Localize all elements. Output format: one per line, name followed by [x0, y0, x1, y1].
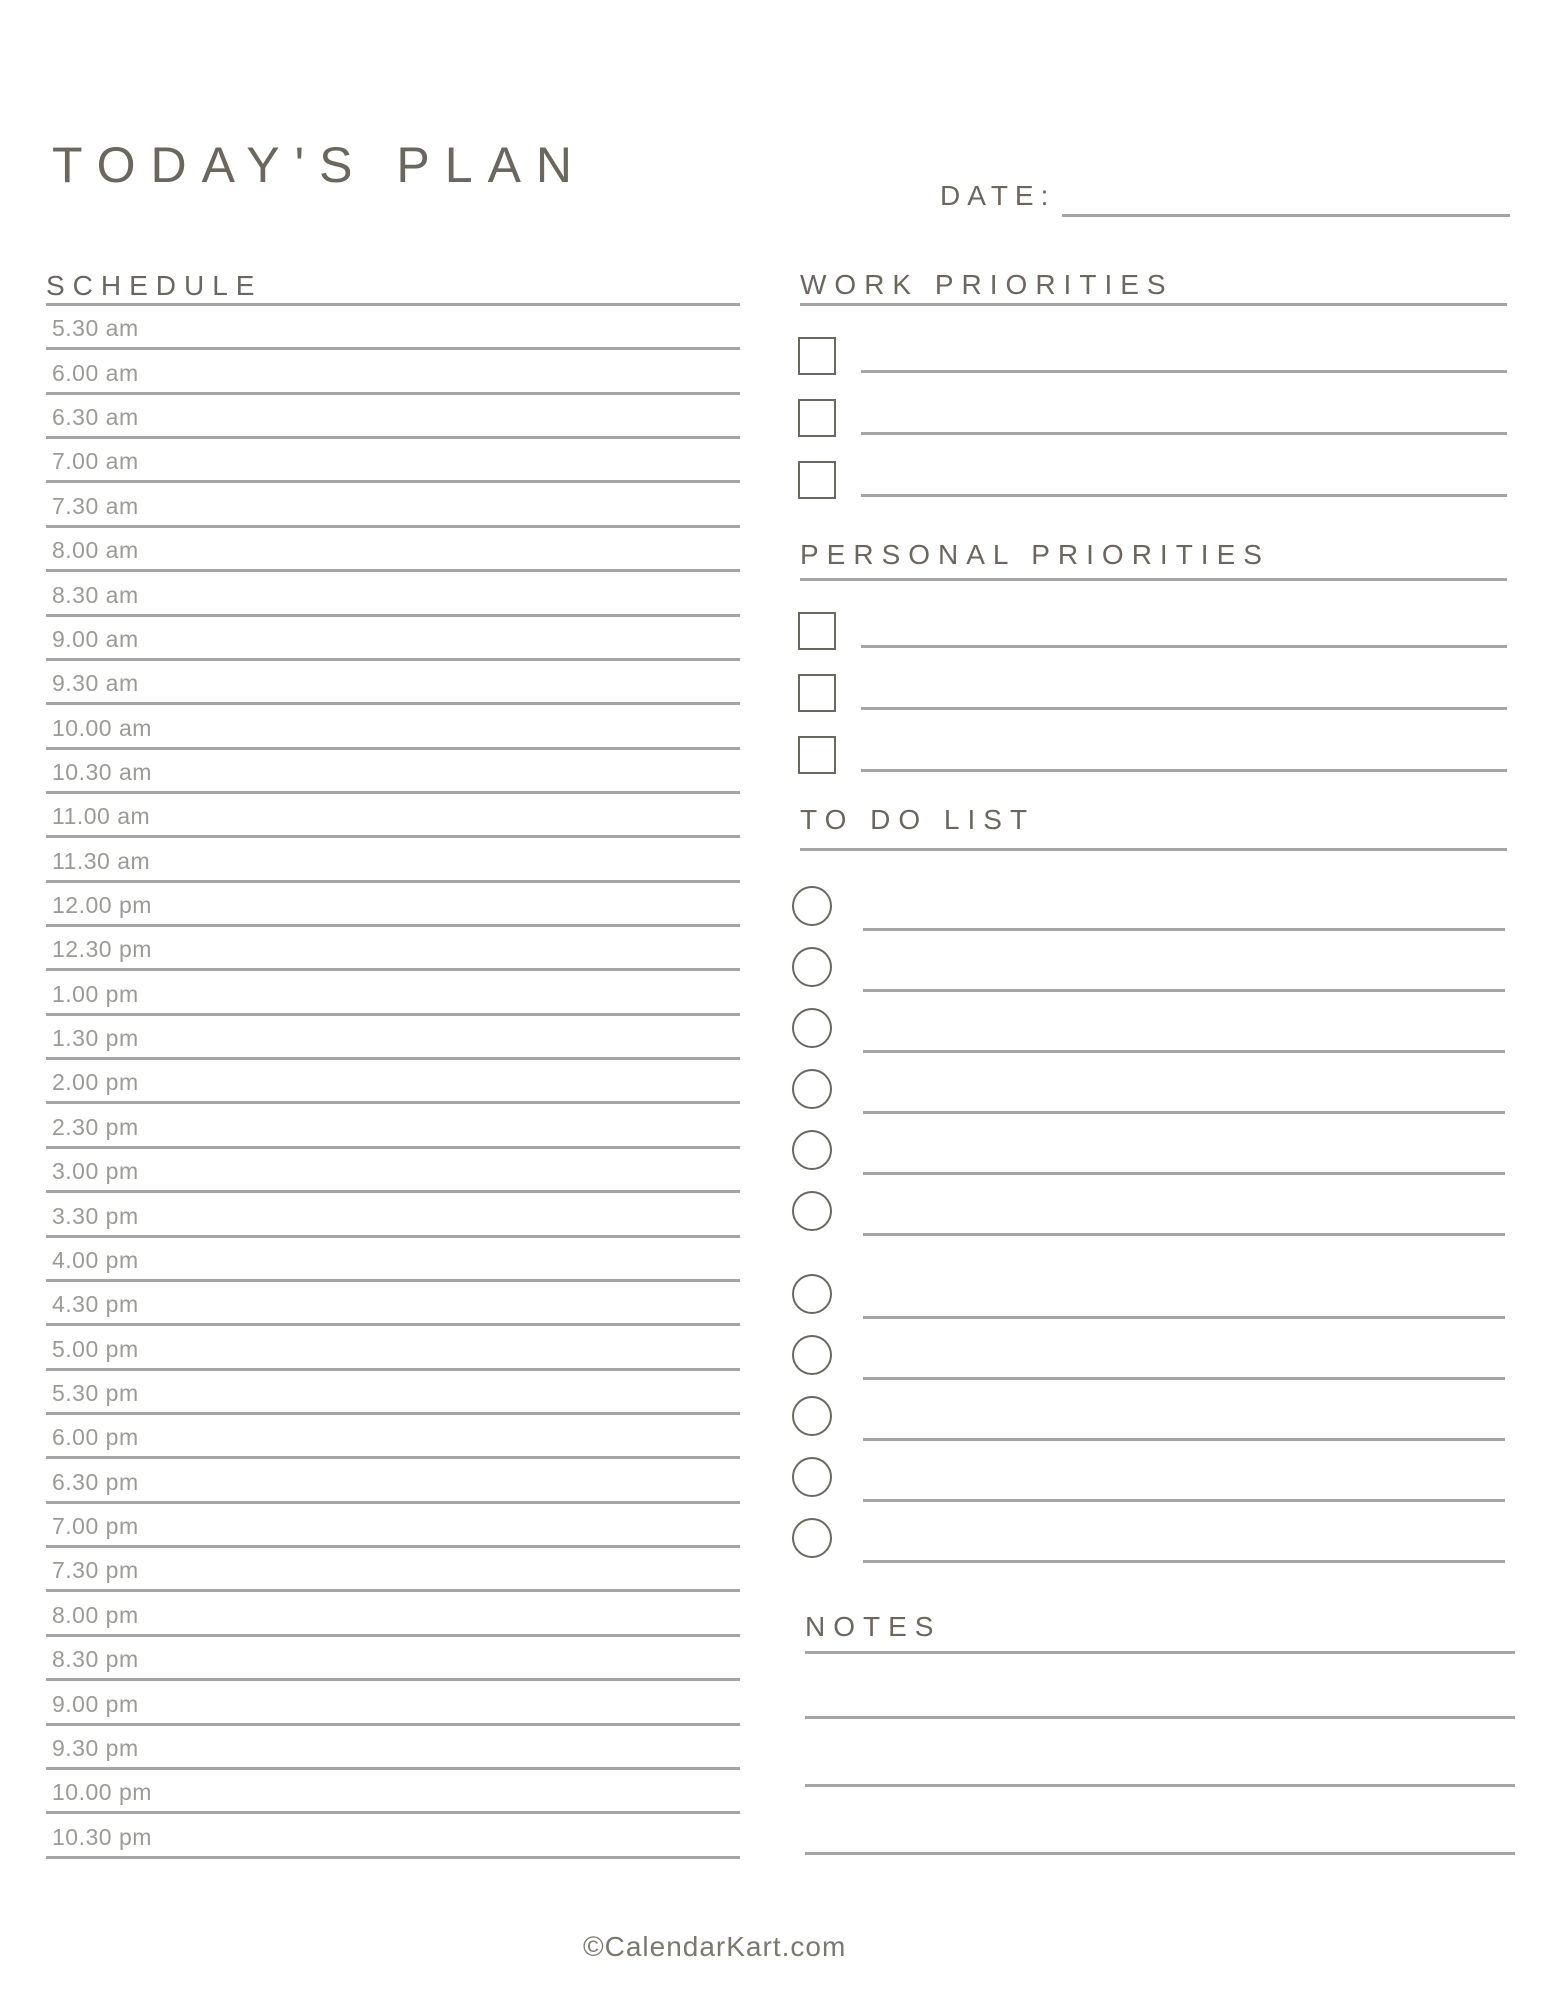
- time-label: 4.30 pm: [52, 1291, 139, 1318]
- todo-entry-line[interactable]: [863, 1233, 1505, 1236]
- todo-row: [792, 1191, 1507, 1252]
- work-priority-row: [798, 330, 1507, 392]
- notes-list: [805, 1651, 1515, 1855]
- todo-entry-line[interactable]: [863, 989, 1505, 992]
- priority-entry-line[interactable]: [861, 494, 1507, 497]
- schedule-row: [46, 1326, 740, 1370]
- personal-priorities-rule: [800, 578, 1507, 581]
- date-input-line[interactable]: [1062, 214, 1510, 217]
- schedule-row: [46, 350, 740, 394]
- todo-circle-checkbox[interactable]: [792, 947, 832, 987]
- schedule-row: [46, 1060, 740, 1104]
- personal-priorities-heading: PERSONAL PRIORITIES: [800, 539, 1270, 570]
- schedule-row: [46, 439, 740, 483]
- page-title: TODAY'S PLAN: [52, 137, 588, 193]
- note-row: [805, 1651, 1515, 1719]
- priority-checkbox[interactable]: [798, 612, 836, 650]
- time-label: 8.30 am: [52, 581, 139, 608]
- todo-entry-line[interactable]: [863, 1050, 1505, 1053]
- todo-row: [792, 886, 1507, 947]
- time-label: 6.30 pm: [52, 1468, 139, 1495]
- schedule-row: [46, 1548, 740, 1592]
- time-label: 10.30 am: [52, 758, 152, 785]
- todo-heading: TO DO LIST: [800, 804, 1036, 835]
- work-priorities-heading: WORK PRIORITIES: [800, 269, 1174, 300]
- schedule-row: [46, 572, 740, 616]
- schedule-row: [46, 1193, 740, 1237]
- time-label: 3.30 pm: [52, 1202, 139, 1229]
- priority-checkbox[interactable]: [798, 674, 836, 712]
- todo-entry-line[interactable]: [863, 1172, 1505, 1175]
- priority-entry-line[interactable]: [861, 432, 1507, 435]
- schedule-row: [46, 1504, 740, 1548]
- schedule-row: [46, 528, 740, 572]
- todo-row: [792, 1335, 1507, 1396]
- todo-circle-checkbox[interactable]: [792, 1274, 832, 1314]
- todo-entry-line[interactable]: [863, 1499, 1505, 1502]
- todo-row: [792, 947, 1507, 1008]
- schedule-row: [46, 1592, 740, 1636]
- todo-row: [792, 1130, 1507, 1191]
- schedule-row: [46, 483, 740, 527]
- schedule-row: [46, 1681, 740, 1725]
- time-label: 5.30 am: [52, 315, 139, 342]
- time-label: 12.00 pm: [52, 892, 152, 919]
- todo-row: [792, 1457, 1507, 1518]
- time-label: 1.30 pm: [52, 1025, 139, 1052]
- time-label: 11.30 am: [52, 847, 151, 874]
- schedule-row: [46, 794, 740, 838]
- priority-checkbox[interactable]: [798, 736, 836, 774]
- notes-entry-line[interactable]: [805, 1852, 1515, 1855]
- schedule-row: [46, 1459, 740, 1503]
- schedule-row: [46, 617, 740, 661]
- todo-circle-checkbox[interactable]: [792, 886, 832, 926]
- todo-row: [792, 1069, 1507, 1130]
- schedule-list: [46, 306, 740, 1859]
- time-label: 6.30 am: [52, 404, 139, 431]
- todo-row: [792, 1396, 1507, 1457]
- schedule-row: [46, 927, 740, 971]
- priority-entry-line[interactable]: [861, 769, 1507, 772]
- time-label: 8.00 am: [52, 537, 139, 564]
- priority-entry-line[interactable]: [861, 645, 1507, 648]
- note-row: [805, 1787, 1515, 1855]
- work-priority-row: [798, 392, 1507, 454]
- personal-priority-row: [798, 605, 1507, 667]
- time-label: 10.00 am: [52, 714, 152, 741]
- schedule-heading: SCHEDULE: [46, 270, 263, 301]
- todo-circle-checkbox[interactable]: [792, 1457, 832, 1497]
- schedule-row: [46, 1637, 740, 1681]
- time-label: 10.30 pm: [52, 1823, 152, 1850]
- todo-circle-checkbox[interactable]: [792, 1191, 832, 1231]
- personal-priority-row: [798, 667, 1507, 729]
- time-label: 5.30 pm: [52, 1379, 139, 1406]
- schedule-row: [46, 705, 740, 749]
- work-priorities-rule: [800, 303, 1507, 306]
- time-label: 8.00 pm: [52, 1601, 139, 1628]
- work-priorities-list: [798, 330, 1507, 516]
- todo-circle-checkbox[interactable]: [792, 1069, 832, 1109]
- time-label: 5.00 pm: [52, 1335, 139, 1362]
- todo-entry-line[interactable]: [863, 1438, 1505, 1441]
- todo-entry-line[interactable]: [863, 1111, 1505, 1114]
- schedule-row: [46, 1415, 740, 1459]
- time-label: 6.00 am: [52, 359, 139, 386]
- time-label: 2.30 pm: [52, 1113, 139, 1140]
- todo-circle-checkbox[interactable]: [792, 1335, 832, 1375]
- priority-checkbox[interactable]: [798, 399, 836, 437]
- priority-checkbox[interactable]: [798, 461, 836, 499]
- time-label: 8.30 pm: [52, 1646, 139, 1673]
- time-label: 4.00 pm: [52, 1246, 139, 1273]
- notes-heading: NOTES: [805, 1611, 942, 1642]
- schedule-row: [46, 883, 740, 927]
- schedule-row: [46, 1726, 740, 1770]
- schedule-row: [46, 838, 740, 882]
- schedule-row: [46, 750, 740, 794]
- footer-credit: ©CalendarKart.com: [583, 1931, 847, 1962]
- priority-entry-line[interactable]: [861, 370, 1507, 373]
- schedule-row: [46, 971, 740, 1015]
- time-label: 9.00 pm: [52, 1690, 139, 1717]
- time-label: 10.00 pm: [52, 1779, 152, 1806]
- schedule-row: [46, 1104, 740, 1148]
- todo-circle-checkbox[interactable]: [792, 1518, 832, 1558]
- todo-entry-line[interactable]: [863, 928, 1505, 931]
- schedule-row: [46, 1770, 740, 1814]
- time-label: 3.00 pm: [52, 1158, 139, 1185]
- schedule-row: [46, 1282, 740, 1326]
- time-label: 7.30 am: [52, 492, 139, 519]
- time-label: 9.30 am: [52, 670, 139, 697]
- date-label: DATE:: [940, 180, 1056, 211]
- todo-rule: [800, 848, 1507, 851]
- schedule-row: [46, 1371, 740, 1415]
- time-label: 7.30 pm: [52, 1557, 139, 1584]
- note-row: [805, 1719, 1515, 1787]
- personal-priority-row: [798, 729, 1507, 791]
- time-label: 7.00 pm: [52, 1513, 139, 1540]
- time-label: 6.00 pm: [52, 1424, 139, 1451]
- time-label: 11.00 am: [52, 803, 151, 830]
- todo-entry-line[interactable]: [863, 1377, 1505, 1380]
- todo-list: [792, 886, 1507, 1579]
- todo-circle-checkbox[interactable]: [792, 1008, 832, 1048]
- todo-row: [792, 1518, 1507, 1579]
- todo-circle-checkbox[interactable]: [792, 1130, 832, 1170]
- schedule-entry-line[interactable]: [46, 1856, 740, 1859]
- todo-entry-line[interactable]: [863, 1316, 1505, 1319]
- schedule-row: [46, 395, 740, 439]
- todo-circle-checkbox[interactable]: [792, 1396, 832, 1436]
- priority-entry-line[interactable]: [861, 707, 1507, 710]
- time-label: 7.00 am: [52, 448, 139, 475]
- time-label: 9.30 pm: [52, 1734, 139, 1761]
- todo-row: [792, 1008, 1507, 1069]
- schedule-row: [46, 1149, 740, 1193]
- work-priority-row: [798, 454, 1507, 516]
- time-label: 12.30 pm: [52, 936, 152, 963]
- schedule-row: [46, 306, 740, 350]
- schedule-row: [46, 1238, 740, 1282]
- todo-entry-line[interactable]: [863, 1560, 1505, 1563]
- schedule-row: [46, 1814, 740, 1858]
- personal-priorities-list: [798, 605, 1507, 791]
- time-label: 9.00 am: [52, 625, 139, 652]
- time-label: 2.00 pm: [52, 1069, 139, 1096]
- time-label: 1.00 pm: [52, 980, 139, 1007]
- schedule-row: [46, 661, 740, 705]
- priority-checkbox[interactable]: [798, 337, 836, 375]
- todo-row: [792, 1274, 1507, 1335]
- schedule-row: [46, 1016, 740, 1060]
